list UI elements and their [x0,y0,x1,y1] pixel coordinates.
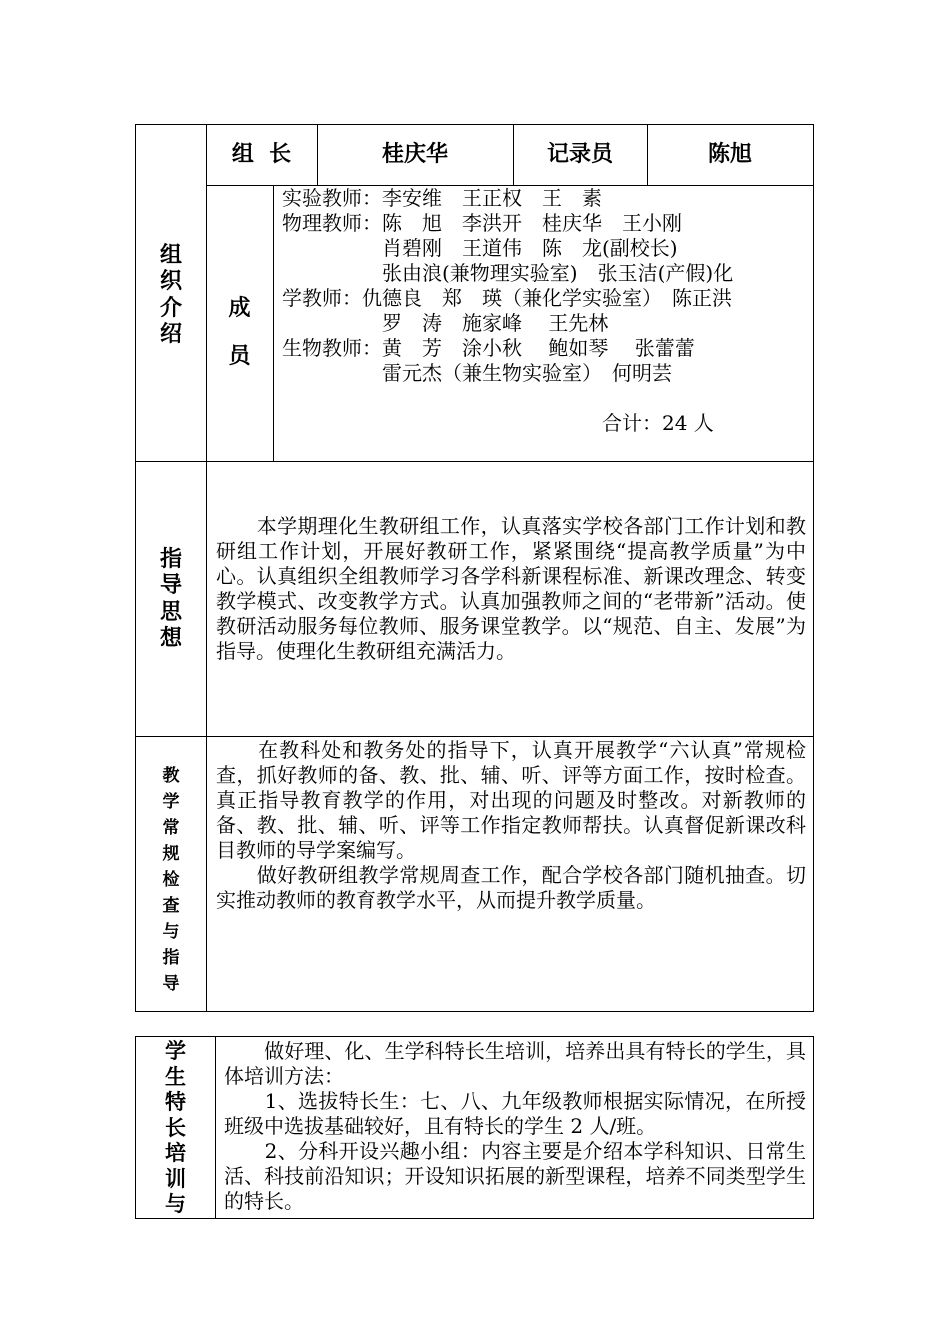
guiding-text: 本学期理化生教研组工作，认真落实学校各部门工作计划和教研组工作计划，开展好教研工作，紧紧围绕“提高教学质量”为中心。认真组织全组教师学习各学科新课程标准、新课改理念、转变教学模式、改变教学方式。认真加强教师之间的“老带新”活动。使教研活动服务每位教师、服务课堂教学。以“规范、自主、发展”为指导。使理化生教研组充满活力。 [216,514,806,663]
members-line: 张由浪(兼物理实验室) 张玉洁(产假)化 [282,261,734,285]
members-total: 合计：24 人 [602,411,714,435]
routine-para-1: 在教科处和教务处的指导下，认真开展教学“六认真”常规检查，抓好教师的备、教、批、辅、听、评等方面工作，按时检查。真正指导教育教学的作用，对出现的问题及时整改。对新教师的备、教、批、辅、听、评等工作指定教师帮扶。认真督促新课改科目教师的导学案编写。 [216,738,806,862]
recorder-name: 陈旭 [707,142,752,167]
guiding-section-label: 指 导 思 想 [159,547,182,652]
routine-para-2: 做好教研组教学常规周查工作，配合学校各部门随机抽查。切实推动教师的教育教学水平，从而提升教学质量。 [216,863,806,912]
plan-table-main [135,124,814,1012]
routine-section-label: 教 学 常 规 检 查 与 指 导 [162,766,180,994]
members-line: 实验教师：李安维 王正权 王 素 [282,186,602,210]
special-section-label: 学 生 特 长 培 训 与 [165,1039,186,1216]
col-divider [215,1037,216,1218]
members-line: 物理教师：陈 旭 李洪开 桂庆华 王小刚 [282,211,682,235]
members-line: 罗 涛 施家峰 王先林 [282,311,609,335]
leader-label: 组 长 [231,142,292,167]
row-divider [136,736,813,737]
org-section-label: 组 织 介 绍 [159,243,182,348]
col-divider [273,185,274,461]
members-label: 成 员 [228,296,251,369]
special-para-3: 2、分科开设兴趣小组：内容主要是介绍本学科知识、日常生活、科技前沿知识；开设知识拓展的新型课程，培养不同类型学生的特长。 [224,1139,806,1213]
members-line: 雷元杰（兼生物实验室） 何明芸 [282,361,672,385]
members-line: 学教师：仇德良 郑 瑛（兼化学实验室） 陈正洪 [282,286,732,310]
special-para-1: 做好理、化、生学科特长生培训，培养出具有特长的学生，具体培训方法： [224,1039,806,1088]
col-divider [206,125,207,1011]
row-divider [136,461,813,462]
special-para-2: 1、选拔特长生：七、八、九年级教师根据实际情况，在所授班级中选拔基础较好，且有特长的学生 2 人/班。 [224,1089,806,1138]
plan-table-special [135,1036,814,1219]
recorder-label: 记录员 [546,142,613,167]
members-line: 肖碧刚 王道伟 陈 龙(副校长) [282,236,678,260]
leader-name: 桂庆华 [381,142,448,167]
members-line: 生物教师：黄 芳 涂小秋 鲍如琴 张蕾蕾 [282,336,695,360]
